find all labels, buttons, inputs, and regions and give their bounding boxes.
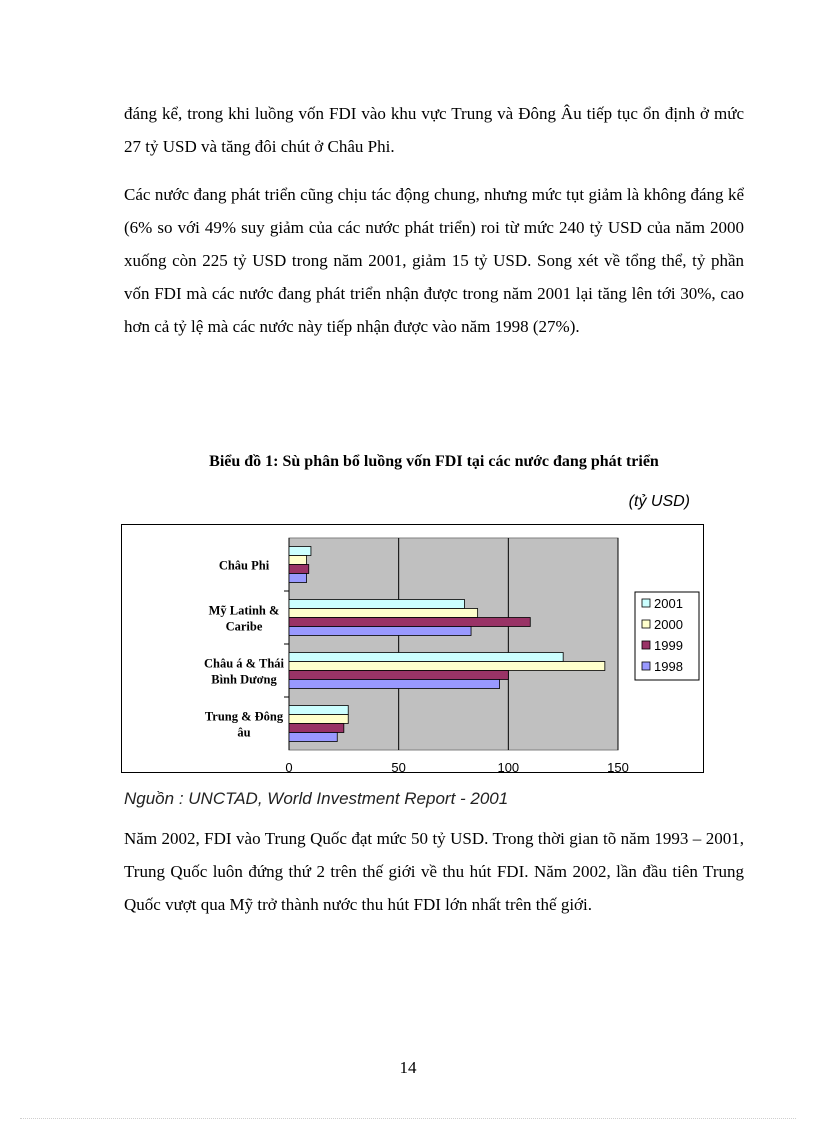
category-label: Bình Dương	[211, 672, 277, 687]
bar-2001-2	[289, 653, 563, 662]
legend-swatch-2001	[642, 599, 650, 607]
category-label: Trung & Đông	[204, 709, 284, 724]
legend-label-2001: 2001	[654, 596, 683, 611]
figure-caption: Biểu đồ 1: Sù phân bổ luồng vốn FDI tại các nước đang phát triển	[209, 453, 659, 470]
bar-2000-1	[289, 609, 478, 618]
x-tick-label: 100	[497, 760, 520, 774]
bar-1999-2	[289, 671, 508, 680]
bar-1999-1	[289, 618, 530, 627]
legend-label-1999: 1999	[654, 638, 683, 653]
bar-1998-1	[289, 627, 471, 636]
paragraph-china: Năm 2002, FDI vào Trung Quốc đạt mức 50 tỷ USD. Trong thời gian tõ năm 1993 – 2001, Trung Quốc luôn đứng thứ 2 trên thế giới về thu hút FDI. Năm 2002, lần đầu tiên Trung Quốc vượt qua Mỹ trở thành nước thu hút FDI lớn nhất trên thế giới.	[124, 829, 744, 914]
paragraph-developing-countries: Các nước đang phát triển cũng chịu tác động chung, nhưng mức tụt giảm là không đáng kể (6% so với 49% suy giảm của các nước phát triển) roi từ mức 240 tỷ USD của năm 2000 xuống còn 225 tỷ USD trong năm 2001, giảm 15 tỷ USD. Song xét về tổng thể, tỷ phần vốn FDI mà các nước đang phát triển nhận được trong năm 2001 lại tăng lên tới 30%, cao hơn cả tỷ lệ mà các nước này tiếp nhận được vào năm 1998 (27%).	[124, 185, 744, 336]
legend-swatch-1999	[642, 641, 650, 649]
legend-label-2000: 2000	[654, 617, 683, 632]
category-label: Caribe	[225, 619, 263, 634]
category-label: Châu Phi	[218, 558, 270, 573]
paragraph-intro: đáng kể, trong khi luồng vốn FDI vào khu vực Trung và Đông Âu tiếp tục ổn định ở mức 27 tỷ USD và tăng đôi chút ở Châu Phi.	[124, 104, 744, 156]
chart-frame	[121, 524, 704, 773]
bar-1999-3	[289, 724, 344, 733]
legend-swatch-1998	[642, 662, 650, 670]
category-label: âu	[237, 725, 251, 740]
bar-1998-3	[289, 733, 337, 742]
figure-unit: (tỷ USD)	[628, 493, 690, 510]
legend-swatch-2000	[642, 620, 650, 628]
bar-1999-0	[289, 565, 309, 574]
category-label: Châu á & Thái	[203, 656, 285, 671]
bar-1998-2	[289, 680, 500, 689]
bar-2000-3	[289, 715, 348, 724]
bar-1998-0	[289, 574, 307, 583]
page-number: 14	[399, 1058, 417, 1077]
figure-source: Nguồn : UNCTAD, World Investment Report - 2001	[124, 789, 509, 808]
x-tick-label: 50	[391, 760, 406, 774]
bar-2001-3	[289, 706, 348, 715]
page-edge-divider	[20, 1118, 796, 1119]
category-label: Mỹ Latinh &	[208, 603, 280, 618]
x-tick-label: 0	[285, 760, 293, 774]
bar-2000-2	[289, 662, 605, 671]
x-tick-label: 150	[607, 760, 629, 774]
fdi-bar-chart	[122, 525, 705, 774]
bar-2000-0	[289, 556, 307, 565]
bar-2001-1	[289, 600, 464, 609]
legend-label-1998: 1998	[654, 659, 683, 674]
bar-2001-0	[289, 547, 311, 556]
